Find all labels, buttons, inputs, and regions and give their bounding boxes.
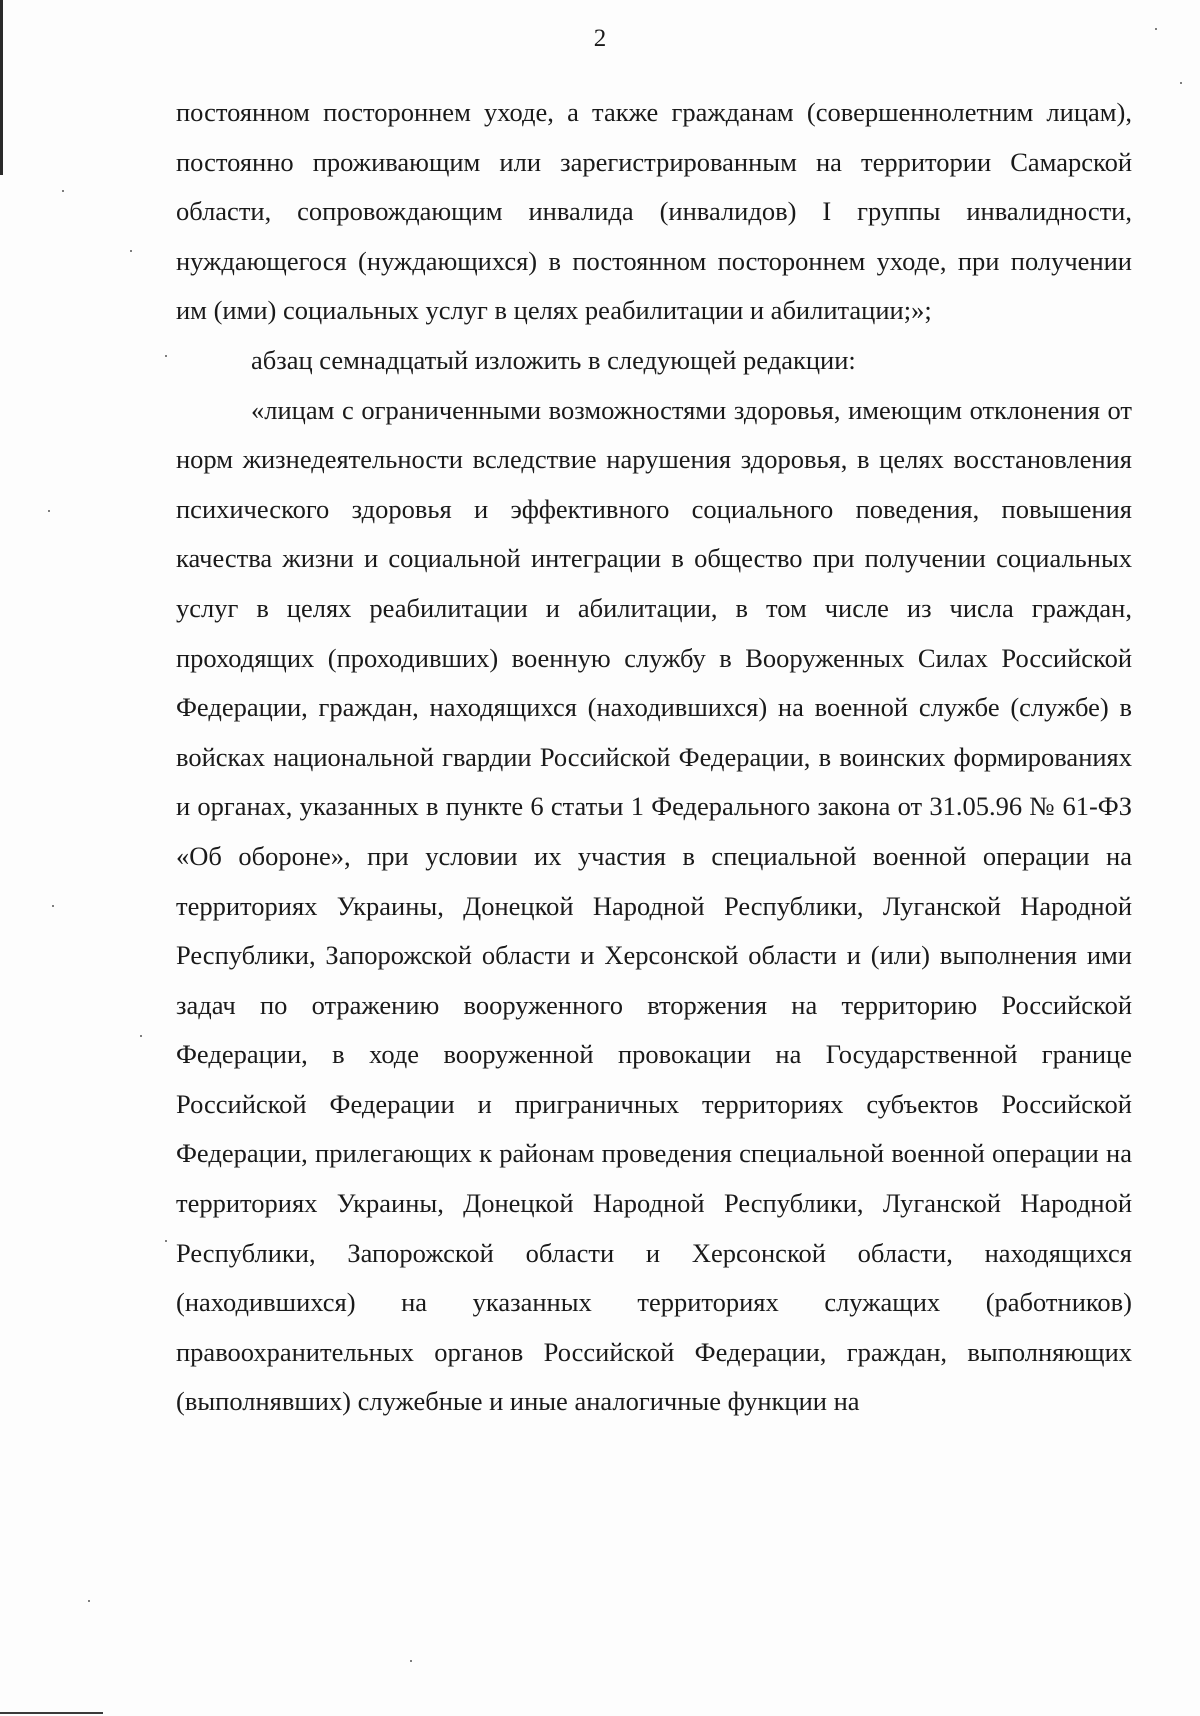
scan-speck: [62, 190, 64, 192]
scan-speck: [140, 1035, 142, 1037]
scan-speck: [52, 905, 54, 907]
scan-speck: [165, 1240, 167, 1242]
scan-speck: [130, 250, 132, 252]
scan-speck: [88, 1600, 90, 1602]
scan-speck: [410, 1660, 412, 1662]
paragraph-amendment-text: «лицам с ограниченными возможностями здоровья, имеющим отклонения от норм жизнедеятельности вследствие нарушения здоровья, в целях восстановления психического здоровья и эффективного социального поведения, повышения качества жизни и социальной интеграции в общество при получении социальных услуг в целях реабилитации и абилитации, в том числе из числа граждан, проходящих (проходивших) военную службу в Вооруженных Силах Российской Федерации, граждан, находящихся (находившихся) на военной службе (службе) в войсках национальной гвардии Российской Федерации, в воинских формированиях и органах, указанных в пункте 6 статьи 1 Федерального закона от 31.05.96 № 61-ФЗ «Об обороне», при условии их участия в специальной военной операции на территориях Украины, Донецкой Народной Республики, Луганской Народной Республики, Запорожской области и Херсонской области и (или) выполнения ими задач по отражению вооруженного вторжения на территорию Российской Федерации, в ходе вооруженной провокации на Государственной границе Российской Федерации и приграничных территориях субъектов Российской Федерации, прилегающих к районам проведения специальной военной операции на территориях Украины, Донецкой Народной Республики, Луганской Народной Республики, Запорожской области и Херсонской области, находящихся (находившихся) на указанных территориях служащих (работников) правоохранительных органов Российской Федерации, граждан, выполняющих (выполнявших) служебные и иные аналогичные функции на: [176, 394, 1132, 1417]
scan-speck: [48, 510, 50, 512]
paragraph-continuation: постоянном постороннем уходе, а также гражданам (совершеннолетним лицам), постоянно проживающим или зарегистрированным на территории Самарской области, сопровождающим инвалида (инвалидов) I группы инвалидности, нуждающегося (нуждающихся) в постоянном постороннем уходе, при получении им (ими) социальных услуг в целях реабилитации и абилитации;»;: [176, 97, 1132, 326]
paragraph-instruction: абзац семнадцатый изложить в следующей редакции:: [251, 344, 856, 375]
scan-speck: [1180, 82, 1182, 84]
page-number: 2: [593, 25, 607, 52]
scan-speck: [165, 355, 167, 357]
scan-speck: [1155, 28, 1157, 30]
scan-bottom-line: [0, 1712, 103, 1714]
document-body: [176, 88, 1132, 1427]
